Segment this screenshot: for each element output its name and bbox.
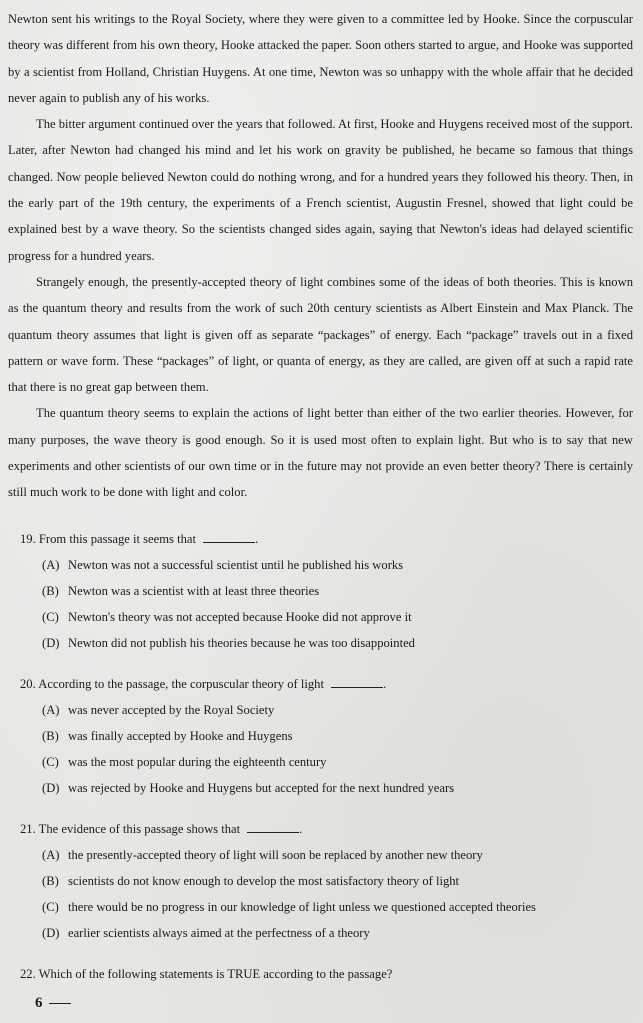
question-number: 19. [20, 532, 36, 546]
option-b [42, 868, 630, 894]
question-stem [20, 528, 630, 550]
option-list [42, 552, 630, 656]
answer-blank [247, 820, 299, 833]
option-a [42, 697, 630, 723]
question-number: 21. [20, 822, 36, 836]
question-end-mark: . [383, 677, 387, 691]
page-number-dash [49, 1003, 71, 1004]
option-text: was rejected by Hooke and Huygens but accepted for the next hundred years [68, 781, 455, 795]
option-letter: (A) [42, 848, 60, 862]
answer-blank [203, 530, 255, 543]
option-letter: (B) [42, 729, 59, 743]
option-b [42, 578, 630, 604]
option-letter: (C) [42, 900, 59, 914]
passage-paragraph-4: The quantum theory seems to explain the actions of light better than either of the two earlier theories. However, for many purposes, the wave theory is good enough. So it is used most often to explain light. But who is to say that new experiments and other scientists of our own time or in the future may not provide an even better theory? There is certainly still much work to be done with light and color. [8, 406, 633, 500]
question-stem [20, 818, 630, 840]
option-letter: (D) [42, 636, 60, 650]
question-stem [20, 963, 630, 985]
option-text: Newton was a scientist with at least three theories [68, 584, 320, 598]
passage-paragraph-1: Newton sent his writings to the Royal Society, where they were given to a committee led by Hooke. Since the corpuscular theory was different from his own theory, Hooke attacked the paper. Soon others started to argue, and Hooke was supported by a scientist from Holland, Christian Huygens. At one time, Newton was so unhappy with the whole affair that he decided never again to publish any of his works. [8, 12, 633, 105]
option-list [42, 842, 630, 946]
option-letter: (B) [42, 584, 59, 598]
option-a [42, 552, 630, 578]
option-d [42, 775, 630, 801]
option-text: was finally accepted by Hooke and Huygens [68, 729, 293, 743]
question-number: 20. [20, 677, 36, 691]
option-letter: (B) [42, 874, 59, 888]
option-letter: (C) [42, 610, 59, 624]
option-b [42, 723, 630, 749]
reading-passage [8, 6, 633, 506]
option-c [42, 749, 630, 775]
option-c [42, 894, 630, 920]
option-text: Newton was not a successful scientist until he published his works [68, 558, 404, 572]
page-number [35, 995, 71, 1012]
option-letter: (C) [42, 755, 59, 769]
option-letter: (A) [42, 703, 60, 717]
question-end-mark: . [299, 822, 303, 836]
passage-paragraph-3: Strangely enough, the presently-accepted theory of light combines some of the ideas of both theories. This is known as the quantum theory and results from the work of such 20th century scientists as Albert Einstein and Max Planck. The quantum theory assumes that light is given off as separate “packages” of energy. Each “package” travels out in a fixed pattern or wave form. These “packages” of light, or quanta of energy, as they are called, are given off at such a rapid rate that there is no great gap between them. [8, 274, 633, 395]
question-19 [20, 528, 630, 656]
question-22 [20, 963, 630, 985]
option-text: scientists do not know enough to develop the most satisfactory theory of light [68, 874, 460, 888]
option-a [42, 842, 630, 868]
option-text: was the most popular during the eighteenth century [68, 755, 327, 769]
option-letter: (D) [42, 926, 60, 940]
option-text: Newton's theory was not accepted because Hooke did not approve it [68, 610, 412, 624]
option-d [42, 920, 630, 946]
answer-blank [331, 675, 383, 688]
page-number-value: 6 [35, 995, 43, 1011]
question-text: The evidence of this passage shows that [38, 822, 241, 836]
option-letter: (A) [42, 558, 60, 572]
option-text: there would be no progress in our knowledge of light unless we questioned accepted theories [68, 900, 536, 914]
passage-paragraph-2: The bitter argument continued over the years that followed. At first, Hooke and Huygens received most of the support. Later, after Newton had changed his mind and let his work on gravity be published, he became so famous that things changed. Now people believed Newton could do nothing wrong, and for a hundred years they followed his theory. Then, in the early part of the 19th century, the experiments of a French scientist, Augustin Fresnel, showed that light could be explained best by a wave theory. So the scientists changed sides again, saying that Newton's ideas had delayed scientific progress for a hundred years. [8, 117, 633, 263]
option-d [42, 630, 630, 656]
question-21 [20, 818, 630, 946]
question-20 [20, 673, 630, 801]
question-text: Which of the following statements is TRUE according to the passage? [38, 967, 393, 981]
question-end-mark: . [255, 532, 259, 546]
question-stem [20, 673, 630, 695]
option-text: earlier scientists always aimed at the perfectness of a theory [68, 926, 370, 940]
question-number: 22. [20, 967, 36, 981]
option-text: the presently-accepted theory of light will soon be replaced by another new theory [68, 848, 483, 862]
option-list [42, 697, 630, 801]
question-text: According to the passage, the corpuscular theory of light [38, 677, 324, 691]
option-text: was never accepted by the Royal Society [68, 703, 275, 717]
question-text: From this passage it seems that [38, 532, 196, 546]
option-letter: (D) [42, 781, 60, 795]
option-c [42, 604, 630, 630]
question-list [20, 528, 630, 985]
option-text: Newton did not publish his theories because he was too disappointed [68, 636, 415, 650]
